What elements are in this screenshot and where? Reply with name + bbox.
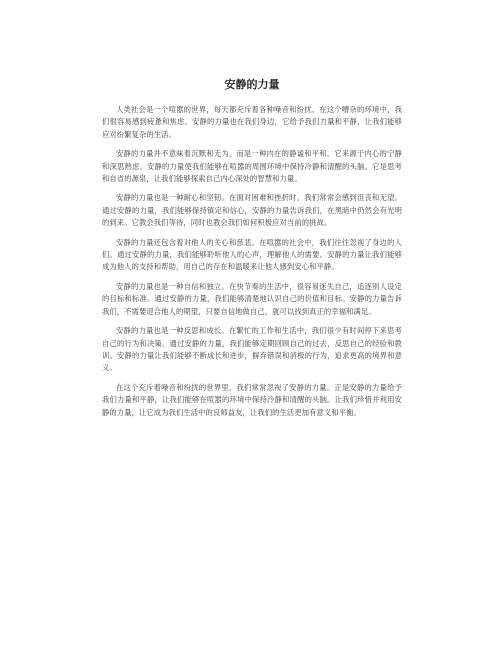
paragraph: 安静的力量还包含着对他人的关心和慈悲。在喧嚣的社会中，我们往往忽视了身边的人们。通过安静的力量，我们能够聆听他人的心声，理解他人的需要。安静的力量让我们能够成为他人的支持和帮助，用自己的存在和温暖来让他人感到安心和平静。 — [102, 237, 402, 272]
document-title: 安静的力量 — [224, 78, 280, 91]
paragraph: 人类社会是一个喧嚣的世界，每天都充斥着各种噪音和纷扰。在这个嘈杂的环境中，我们很容易感到疲惫和焦虑。安静的力量也在我们身边，它给予我们力量和平静，让我们能够应对纷繁复杂的生活。 — [102, 105, 402, 139]
paragraph: 安静的力量也是一种自信和独立。在快节奏的生活中，很容易迷失自己，追逐别人设定的目标和标准。通过安静的力量，我们能够清楚地认识自己的价值和目标。安静的力量告诉我们，不需要迎合他人的期望，只要自信地做自己，就可以找到真正的幸福和满足。 — [102, 281, 402, 316]
paragraph: 安静的力量并不意味着沉默和无为，而是一种内在的静谧和平和。它来源于内心的宁静和深思熟虑。安静的力量使我们能够在喧嚣的周围环境中保持冷静和清醒的头脑。它是思考和自省的源泉，让我们能够探索自己内心深处的智慧和力量。 — [102, 149, 402, 184]
paragraph: 安静的力量也是一种反思和成长。在繁忙的工作和生活中，我们很少有时间停下来思考自己的行为和决策。通过安静的力量，我们能够定期回顾自己的过去，反思自己的经验和教训。安静的力量让我们能够不断成长和进步，摒弃错误和消极的行为，追求更高的境界和意义。 — [102, 326, 402, 373]
paragraph: 安静的力量也是一种耐心和坚韧。在面对困难和挫折时，我们常常会感到沮丧和无望。通过安静的力量，我们能够保持镇定和信心，安静的力量告诉我们，在黑暗中仍然会有光明的到来。它教会我们等待，同时也教会我们如何积极应对当前的挑战。 — [102, 193, 402, 228]
paragraph: 在这个充斥着噪音和纷扰的世界里，我们常常忽视了安静的力量。正是安静的力量给予我们力量和平静，让我们能够在喧嚣的环境中保持冷静和清醒的头脑。让我们珍惜并利用安静的力量，让它成为我们生活中的良师益友，让我们的生活更加有意义和平衡。 — [102, 382, 402, 417]
document-page — [102, 78, 402, 426]
